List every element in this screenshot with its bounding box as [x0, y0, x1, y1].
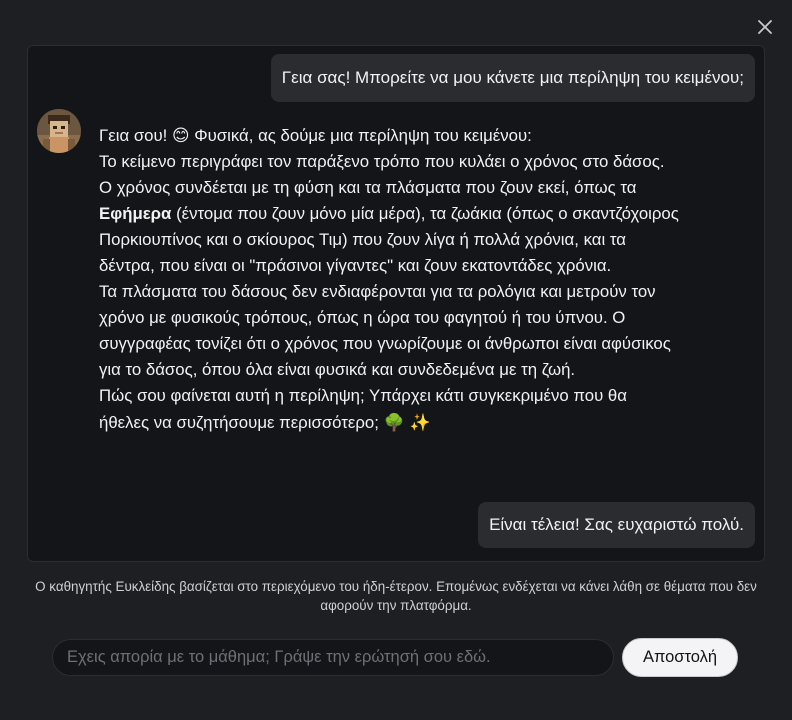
bot-greeting: Γεια σου! 😊 Φυσικά, ας δούμε μια περίληψη του κειμένου:	[99, 125, 532, 145]
user-message	[271, 54, 755, 102]
user-message-text: Γεια σας! Μπορείτε να μου κάνετε μια περίληψη του κειμένου;	[281, 68, 744, 87]
tree-sparkles-emoji-icon: 🌳 ✨	[383, 412, 431, 432]
bot-message	[99, 122, 679, 436]
close-button[interactable]	[755, 17, 775, 37]
question-input[interactable]	[52, 639, 614, 676]
bot-paragraph-3: Πώς σου φαίνεται αυτή η περίληψη; Υπάρχει κάτι συγκεκριμένο που θα ήθελες να συζητήσουμε περισσότερο; 🌳 ✨	[99, 386, 627, 432]
close-icon[interactable]	[755, 17, 775, 37]
bot-paragraph-2: Τα πλάσματα του δάσους δεν ενδιαφέρονται για τα ρολόγια και μετρούν τον χρόνο με φυσικούς τρόπους, όπως η ώρα του φαγητού ή του ύπνου. Ο συγγραφέας τονίζει ότι ο χρόνος που γνωρίζουμε οι άνθρωποι είναι αφύσικος για το δάσος, όπου όλα είναι φυσικά και συνδεδεμένα με τη ζωή.	[99, 282, 671, 379]
bold-term: Εφήμερα	[99, 204, 172, 223]
send-button[interactable]: Αποστολή	[622, 638, 738, 677]
chat-panel[interactable]	[27, 45, 765, 562]
bot-avatar	[37, 109, 81, 153]
user-message	[478, 502, 755, 548]
bot-paragraph-1: Το κείμενο περιγράφει τον παράξενο τρόπο που κυλάει ο χρόνος στο δάσος. Ο χρόνος συνδέεται με τη φύση και τα πλάσματα που ζουν εκεί, όπως τα Εφήμερα (έντομα που ζουν μόνο μία μέρα), τα ζωάκια (όπως ο σκαντζόχοιρος Πορκιουπίνος και ο σκίουρος Τιμ) που ζουν λίγα ή πολλά χρόνια, και τα δέντρα, που είναι οι "πράσινοι γίγαντες" και ζουν εκατοντάδες χρόνια.	[99, 152, 679, 275]
smile-emoji-icon: 😊	[172, 125, 190, 145]
user-message-text: Είναι τέλεια! Σας ευχαριστώ πολύ.	[489, 515, 744, 534]
disclaimer-text: Ο καθηγητής Ευκλείδης βασίζεται στο περιεχόμενο του ήδη-έτερον. Επομένως ενδέχεται να κάνει λάθη σε θέματα που δεν αφορούν την πλατφόρμα.	[35, 579, 757, 613]
